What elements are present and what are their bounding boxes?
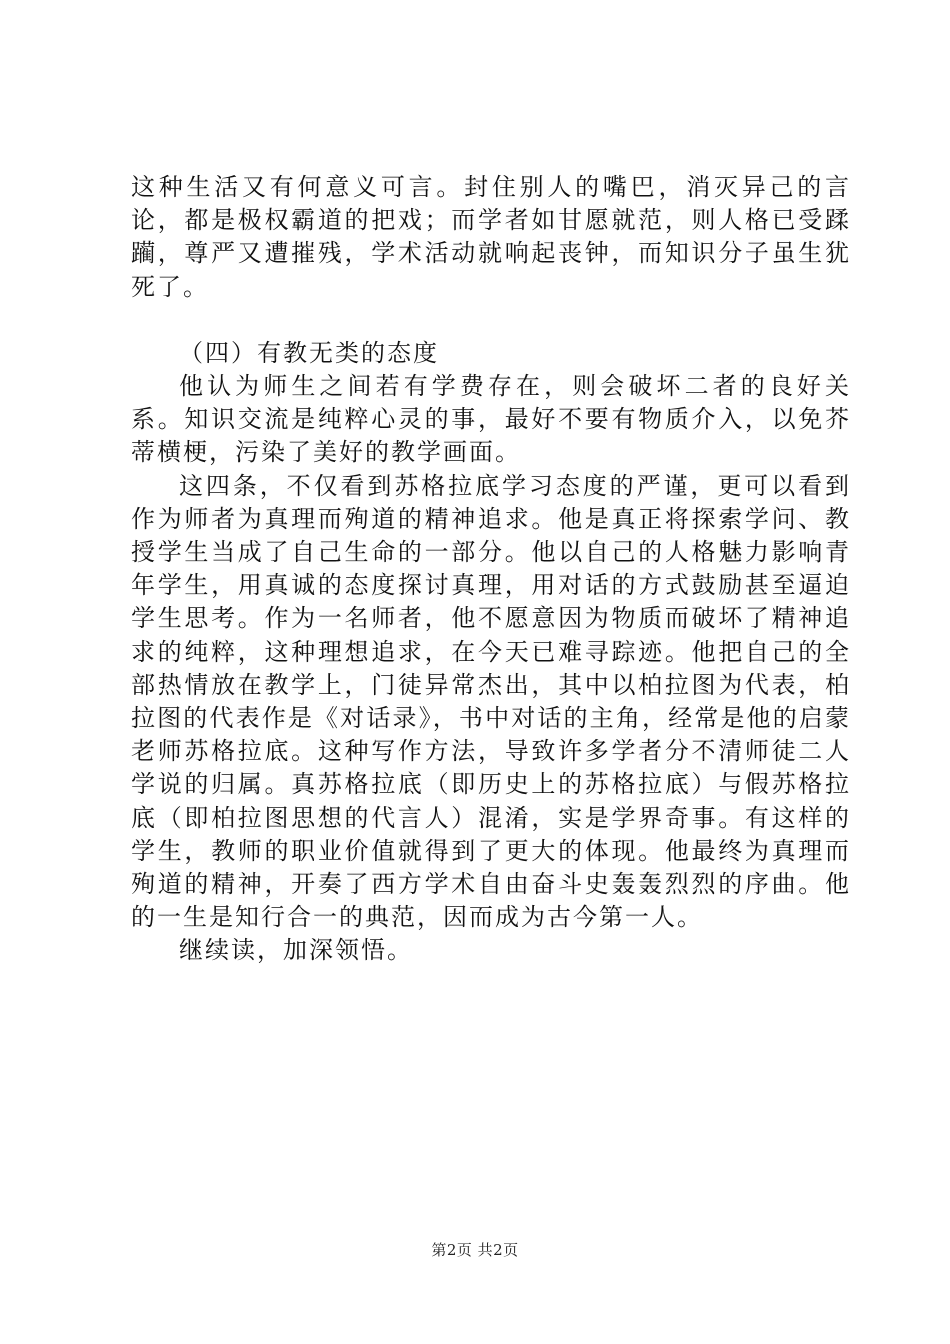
paragraph-summary: 这四条，不仅看到苏格拉底学习态度的严谨，更可以看到作为师者为真理而殉道的精神追求。他是真正将探索学问、教授学生当成了自己生命的一部分。他以自己的人格魅力影响青年学生，用真诚的态度探讨真理，用对话的方式鼓励甚至逼迫学生思考。作为一名师者，他不愿意因为物质而破坏了精神追求的纯粹，这种理想追求，在今天已难寻踪迹。他把自己的全部热情放在教学上，门徒异常杰出，其中以柏拉图为代表，柏拉图的代表作是《对话录》，书中对话的主角，经常是他的启蒙老师苏格拉底。这种写作方法，导致许多学者分不清师徒二人学说的归属。真苏格拉底（即历史上的苏格拉底）与假苏格拉底（即柏拉图思想的代言人）混淆，实是学界奇事。有这样的学生，教师的职业价值就得到了更大的体现。他最终为真理而殉道的精神，开奏了西方学术自由奋斗史轰轰烈烈的序曲。他的一生是知行合一的典范，因而成为古今第一人。: [131, 471, 851, 932]
document-body: [131, 171, 851, 968]
section-heading: （四）有教无类的态度: [179, 338, 439, 367]
paragraph-tuition: 他认为师生之间若有学费存在，则会破坏二者的良好关系。知识交流是纯粹心灵的事，最好不要有物质介入，以免芥蒂横梗，污染了美好的教学画面。: [131, 372, 851, 467]
paragraph-spacer: [131, 304, 851, 337]
page-number-footer: 第2页 共2页: [431, 1241, 519, 1259]
paragraph-closing: 继续读，加深领悟。: [179, 936, 413, 965]
paragraph-continuation: 这种生活又有何意义可言。封住别人的嘴巴，消灭异己的言论，都是极权霸道的把戏；而学者如甘愿就范，则人格已受蹂躏，尊严又遭摧残，学术活动就响起丧钟，而知识分子虽生犹死了。: [131, 173, 851, 301]
